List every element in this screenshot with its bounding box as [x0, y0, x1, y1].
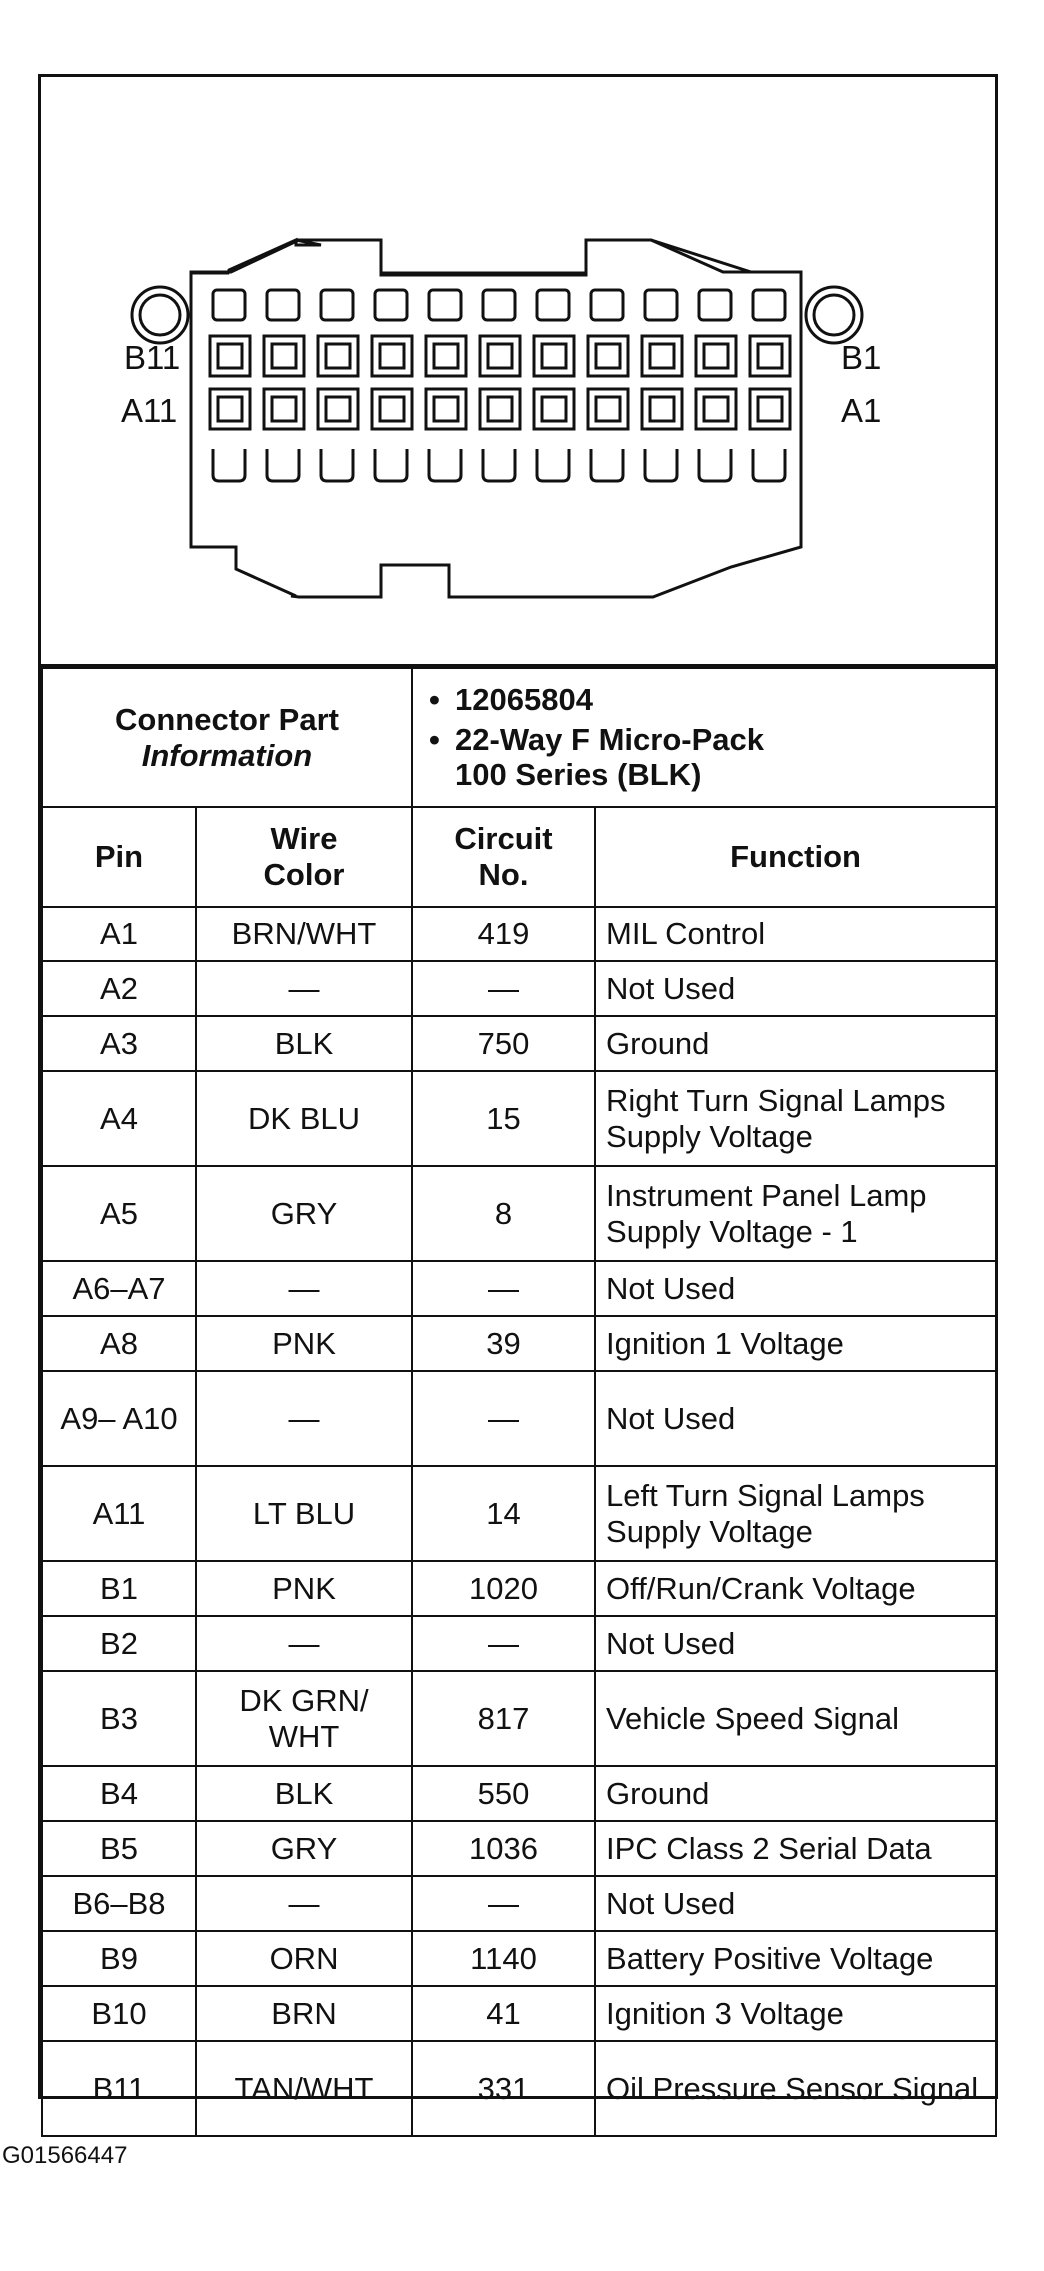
a-row-cavity: [372, 389, 412, 429]
cell-circuit: 1036: [412, 1821, 595, 1876]
b-row-terminal: [542, 344, 566, 368]
bottom-keyway-slot: [699, 449, 731, 481]
cell-wire-color: —: [196, 1616, 412, 1671]
a-row-cavity: [642, 389, 682, 429]
cell-function: Left Turn Signal Lamps Supply Voltage: [595, 1466, 996, 1561]
cell-wire-color: GRY: [196, 1821, 412, 1876]
pinout-table: [41, 667, 997, 2137]
top-keyway-slot: [375, 290, 407, 320]
bottom-keyway-slot: [267, 449, 299, 481]
cell-wire-color: LT BLU: [196, 1466, 412, 1561]
cell-function: Off/Run/Crank Voltage: [595, 1561, 996, 1616]
cell-pin: B9: [42, 1931, 196, 1986]
cell-function: Battery Positive Voltage: [595, 1931, 996, 1986]
cell-circuit: 550: [412, 1766, 595, 1821]
cell-function: Instrument Panel Lamp Supply Voltage - 1: [595, 1166, 996, 1261]
cell-wire-color: DK BLU: [196, 1071, 412, 1166]
b-row-cavity: [588, 336, 628, 376]
bottom-keyway-slot: [429, 449, 461, 481]
cell-function: Vehicle Speed Signal: [595, 1671, 996, 1766]
cell-circuit: —: [412, 1876, 595, 1931]
cell-function: Not Used: [595, 1261, 996, 1316]
table-row: [42, 1071, 996, 1166]
cell-circuit: —: [412, 1616, 595, 1671]
table-row: [42, 961, 996, 1016]
header-pin: Pin: [42, 807, 196, 907]
b-row-cavity: [318, 336, 358, 376]
a-row-terminal: [218, 397, 242, 421]
cell-function: Ground: [595, 1766, 996, 1821]
table-row: [42, 1876, 996, 1931]
connector-info-values: [412, 668, 996, 807]
cell-circuit: 39: [412, 1316, 595, 1371]
cell-function: IPC Class 2 Serial Data: [595, 1821, 996, 1876]
a-row-cavity: [750, 389, 790, 429]
table-row: [42, 1616, 996, 1671]
header-circuit-line1: Circuit: [454, 821, 553, 857]
b-row-cavity: [264, 336, 304, 376]
top-keyway-slot: [753, 290, 785, 320]
connector-description: [423, 722, 985, 793]
bottom-keyway-slot: [213, 449, 245, 481]
header-wire-color: [196, 807, 412, 907]
cell-wire-color: —: [196, 1261, 412, 1316]
label-b11: B11: [124, 339, 181, 376]
table-row: [42, 1986, 996, 2041]
cell-function: MIL Control: [595, 907, 996, 961]
a-row-cavity: [264, 389, 304, 429]
cell-function: Ground: [595, 1016, 996, 1071]
cell-pin: A3: [42, 1016, 196, 1071]
cell-wire-color: PNK: [196, 1561, 412, 1616]
a-row-cavity: [534, 389, 574, 429]
top-keyway-slot: [537, 290, 569, 320]
cell-circuit: 8: [412, 1166, 595, 1261]
a-row-terminal: [272, 397, 296, 421]
bottom-keyway-slot: [321, 449, 353, 481]
bottom-keyway-slot: [645, 449, 677, 481]
a-row-terminal: [650, 397, 674, 421]
cell-pin: B2: [42, 1616, 196, 1671]
cell-circuit: 41: [412, 1986, 595, 2041]
cell-circuit: 1020: [412, 1561, 595, 1616]
label-a11: A11: [121, 392, 178, 429]
b-row-terminal: [704, 344, 728, 368]
cell-pin: B6–B8: [42, 1876, 196, 1931]
cell-circuit: 817: [412, 1671, 595, 1766]
b-row-cavity: [642, 336, 682, 376]
connector-document: [38, 74, 998, 2106]
cell-pin: A5: [42, 1166, 196, 1261]
connector-top-outline: [191, 240, 801, 323]
cell-circuit: —: [412, 961, 595, 1016]
table-row: [42, 1766, 996, 1821]
a-row-cavity: [696, 389, 736, 429]
cell-function: Not Used: [595, 1371, 996, 1466]
bottom-keyway-slot: [537, 449, 569, 481]
b-row-terminal: [272, 344, 296, 368]
description-line2: 100 Series (BLK): [455, 757, 702, 793]
a-row-cavity: [210, 389, 250, 429]
b-row-terminal: [326, 344, 350, 368]
info-label-line1: Connector Part: [115, 701, 339, 737]
a-row-cavity: [588, 389, 628, 429]
a-row-terminal: [758, 397, 782, 421]
cell-wire-color: —: [196, 1876, 412, 1931]
a-row-terminal: [326, 397, 350, 421]
b-row-terminal: [488, 344, 512, 368]
right-mounting-hole: [814, 295, 854, 335]
table-row: [42, 1016, 996, 1071]
b-row-terminal: [650, 344, 674, 368]
table-row: [42, 2041, 996, 2136]
cell-wire-color: BRN/WHT: [196, 907, 412, 961]
cell-wire-color: —: [196, 961, 412, 1016]
cell-function: Not Used: [595, 1876, 996, 1931]
cell-function: Not Used: [595, 961, 996, 1016]
header-function: Function: [595, 807, 996, 907]
table-row: [42, 1371, 996, 1466]
header-wire-color-line2: Color: [263, 857, 345, 892]
table-row: [42, 1466, 996, 1561]
description-line1: 22-Way F Micro-Pack: [455, 721, 764, 757]
left-mounting-hole: [140, 295, 180, 335]
top-keyway-slot: [699, 290, 731, 320]
table-row: [42, 907, 996, 961]
cell-pin: A11: [42, 1466, 196, 1561]
cell-function: Oil Pressure Sensor Signal: [595, 2041, 996, 2136]
connector-diagram: [41, 77, 995, 667]
cell-circuit: 1140: [412, 1931, 595, 1986]
header-wire-color-line1: Wire: [270, 821, 338, 857]
a-row-cavity: [480, 389, 520, 429]
b-row-cavity: [210, 336, 250, 376]
top-keyway-slot: [213, 290, 245, 320]
cell-function: Right Turn Signal Lamps Supply Voltage: [595, 1071, 996, 1166]
a-row-cavity: [318, 389, 358, 429]
top-keyway-slot: [321, 290, 353, 320]
cell-pin: B4: [42, 1766, 196, 1821]
b-row-terminal: [758, 344, 782, 368]
b-row-cavity: [372, 336, 412, 376]
cell-pin: B10: [42, 1986, 196, 2041]
table-header-row: [42, 807, 996, 907]
cell-circuit: —: [412, 1261, 595, 1316]
cell-wire-color: ORN: [196, 1931, 412, 1986]
cell-function: Not Used: [595, 1616, 996, 1671]
connector-info-row: [42, 668, 996, 807]
top-keyway-slot: [645, 290, 677, 320]
table-row: [42, 1821, 996, 1876]
cell-pin: A1: [42, 907, 196, 961]
cell-pin: A2: [42, 961, 196, 1016]
cell-pin: A8: [42, 1316, 196, 1371]
cell-circuit: 331: [412, 2041, 595, 2136]
b-row-cavity: [534, 336, 574, 376]
a-row-terminal: [488, 397, 512, 421]
a-row-terminal: [380, 397, 404, 421]
table-row: [42, 1671, 996, 1766]
bottom-keyway-slot: [753, 449, 785, 481]
cell-pin: B11: [42, 2041, 196, 2136]
table-row: [42, 1931, 996, 1986]
connector-info-label: [42, 668, 412, 807]
cell-pin: B1: [42, 1561, 196, 1616]
a-row-terminal: [704, 397, 728, 421]
table-row: [42, 1166, 996, 1261]
b-row-terminal: [218, 344, 242, 368]
a-row-terminal: [434, 397, 458, 421]
cell-circuit: 15: [412, 1071, 595, 1166]
b-row-terminal: [596, 344, 620, 368]
cell-wire-color: BLK: [196, 1016, 412, 1071]
connector-bottom-outline: [191, 425, 801, 597]
label-a1: A1: [841, 392, 882, 429]
top-keyway-slot: [267, 290, 299, 320]
bottom-keyway-slot: [591, 449, 623, 481]
a-row-terminal: [596, 397, 620, 421]
b-row-cavity: [696, 336, 736, 376]
top-keyway-slot: [429, 290, 461, 320]
a-row-cavity: [426, 389, 466, 429]
cell-wire-color: BLK: [196, 1766, 412, 1821]
cell-pin: A6–A7: [42, 1261, 196, 1316]
b-row-cavity: [750, 336, 790, 376]
cell-circuit: —: [412, 1371, 595, 1466]
top-keyway-slot: [591, 290, 623, 320]
b-row-terminal: [380, 344, 404, 368]
table-row: [42, 1316, 996, 1371]
cell-wire-color: GRY: [196, 1166, 412, 1261]
cell-circuit: 419: [412, 907, 595, 961]
b-row-cavity: [426, 336, 466, 376]
cell-wire-color: PNK: [196, 1316, 412, 1371]
cell-wire-color: BRN: [196, 1986, 412, 2041]
table-row: [42, 1561, 996, 1616]
part-number: • 12065804: [423, 682, 985, 718]
cell-pin: B3: [42, 1671, 196, 1766]
top-keyway-slot: [483, 290, 515, 320]
cell-pin: B5: [42, 1821, 196, 1876]
connector-top-edge: [191, 240, 801, 323]
cell-function: Ignition 1 Voltage: [595, 1316, 996, 1371]
cell-wire-color: DK GRN/ WHT: [196, 1671, 412, 1766]
bottom-keyway-slot: [483, 449, 515, 481]
b-row-cavity: [480, 336, 520, 376]
cell-circuit: 750: [412, 1016, 595, 1071]
cell-pin: A4: [42, 1071, 196, 1166]
info-label-line2: Information: [141, 737, 313, 773]
cell-function: Ignition 3 Voltage: [595, 1986, 996, 2041]
label-b1: B1: [841, 339, 882, 376]
a-row-terminal: [542, 397, 566, 421]
bottom-keyway-slot: [375, 449, 407, 481]
cell-pin: A9– A10: [42, 1371, 196, 1466]
table-row: [42, 1261, 996, 1316]
cell-wire-color: TAN/WHT: [196, 2041, 412, 2136]
header-circuit: [412, 807, 595, 907]
b-row-terminal: [434, 344, 458, 368]
cell-circuit: 14: [412, 1466, 595, 1561]
header-circuit-line2: No.: [478, 857, 529, 892]
figure-id: G01566447: [2, 2142, 128, 2169]
cell-wire-color: —: [196, 1371, 412, 1466]
